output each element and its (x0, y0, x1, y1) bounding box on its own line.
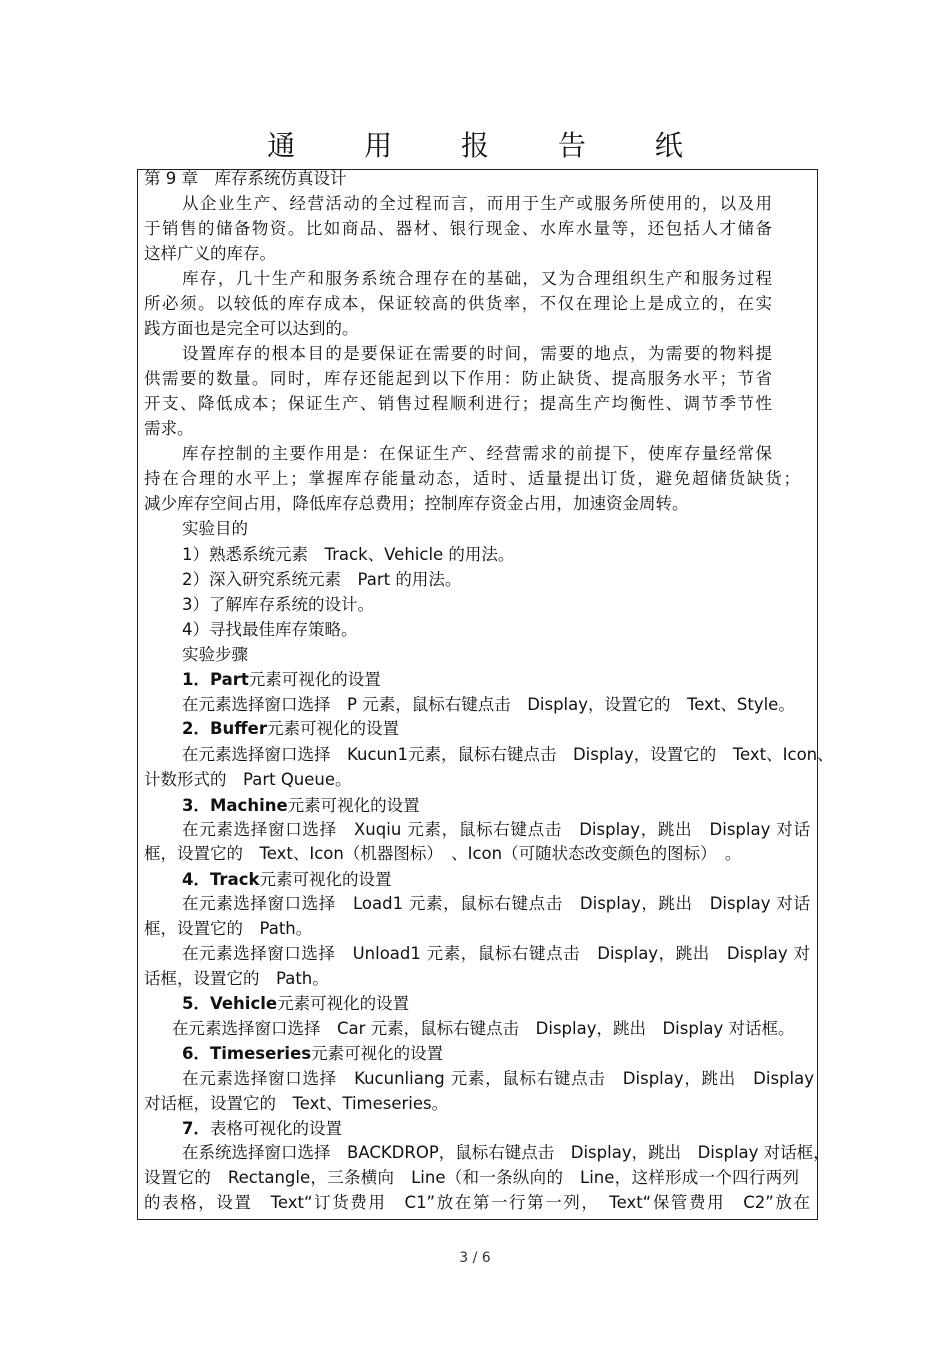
step-7-heading: 7．表格可视化的设置 (182, 1119, 342, 1138)
step-2-body-line-2: 计数形式的 Part Queue。 (144, 770, 352, 789)
p2-line-2: 所必须。以较低的库存成本，保证较高的供货率，不仅在理论上是成立的，在实 (144, 294, 772, 313)
p3-line-4: 需求。 (144, 419, 194, 438)
p1-line-2: 于销售的储备物资。比如商品、器材、银行现金、水库水量等，还包括人才储备 (144, 219, 772, 238)
step-5-heading: 5．Vehicle元素可视化的设置 (182, 994, 410, 1013)
purpose-item-1: 1）熟悉系统元素 Track、Vehicle 的用法。 (182, 545, 515, 564)
step-7-body-line-1: 在系统选择窗口选择 BACKDROP，鼠标右键点击 Display，跳出 Display 对话框， (182, 1143, 830, 1162)
step-6-heading: 6．Timeseries元素可视化的设置 (182, 1044, 444, 1063)
step-2-body-line-1: 在元素选择窗口选择 Kucun1元素，鼠标右键点击 Display，设置它的 Text、Icon、 (182, 745, 834, 764)
step-2-heading: 2．Buffer元素可视化的设置 (182, 719, 400, 738)
step-4-body-line-3: 在元素选择窗口选择 Unload1 元素，鼠标右键点击 Display，跳出 Display 对 (182, 944, 810, 963)
step-4-body-line-1: 在元素选择窗口选择 Load1 元素，鼠标右键点击 Display，跳出 Display 对话 (182, 894, 810, 913)
purpose-heading: 实验目的 (182, 519, 248, 538)
p2-line-1: 库存，几十生产和服务系统合理存在的基础，又为合理组织生产和服务过程 (182, 269, 772, 288)
step-6-body-line-1: 在元素选择窗口选择 Kucunliang 元素，鼠标右键点击 Display，跳出 Display (182, 1069, 814, 1088)
p1-line-1: 从企业生产、经营活动的全过程而言，而用于生产或服务所使用的，以及用 (182, 194, 772, 213)
step-5-body: 在元素选择窗口选择 Car 元素，鼠标右键点击 Display，跳出 Display 对话框。 (172, 1019, 795, 1038)
steps-heading: 实验步骤 (182, 645, 248, 664)
step-6-body-line-2: 对话框，设置它的 Text、Timeseries。 (144, 1094, 449, 1113)
step-3-body-line-2: 框，设置它的 Text、Icon（机器图标） 、Icon（可随状态改变颜色的图标） 。 (144, 844, 742, 863)
p3-line-3: 开支、降低成本；保证生产、销售过程顺利进行；提高生产均衡性、调节季节性 (144, 394, 772, 413)
step-4-heading: 4．Track元素可视化的设置 (182, 870, 392, 889)
step-7-body-line-3: 的表格，设置 Text“订货费用 C1”放在第一行第一列， Text“保管费用 C2”放在 (144, 1193, 810, 1212)
purpose-item-2: 2）深入研究系统元素 Part 的用法。 (182, 570, 462, 589)
chapter-heading: 第 9 章 库存系统仿真设计 (144, 169, 347, 188)
page-number: 3 / 6 (459, 1250, 491, 1266)
step-1-body: 在元素选择窗口选择 P 元素，鼠标右键点击 Display，设置它的 Text、Style。 (182, 695, 795, 714)
p4-line-3: 减少库存空间占用，降低库存总费用；控制库存资金占用，加速资金周转。 (144, 494, 689, 513)
p4-line-2: 持在合理的水平上；掌握库存能量动态，适时、适量提出订货，避免超储货缺货； (144, 469, 800, 488)
purpose-item-3: 3）了解库存系统的设计。 (182, 595, 374, 614)
p4-line-1: 库存控制的主要作用是：在保证生产、经营需求的前提下，使库存量经常保 (182, 444, 772, 463)
p1-line-3: 这样广义的库存。 (144, 244, 276, 263)
step-4-body-line-4: 话框，设置它的 Path。 (144, 969, 329, 988)
p3-line-2: 供需要的数量。同时，库存还能起到以下作用：防止缺货、提高服务水平；节省 (144, 369, 772, 388)
step-3-body-line-1: 在元素选择窗口选择 Xuqiu 元素，鼠标右键点击 Display，跳出 Display 对话 (182, 820, 810, 839)
step-7-body-line-2: 设置它的 Rectangle，三条横向 Line（和一条纵向的 Line，这样形成一个四行两列 (144, 1168, 799, 1187)
purpose-item-4: 4）寻找最佳库存策略。 (182, 620, 358, 639)
step-1-heading: 1．Part元素可视化的设置 (182, 670, 381, 689)
p3-line-1: 设置库存的根本目的是要保证在需要的时间，需要的地点，为需要的物料提 (182, 344, 772, 363)
step-3-heading: 3．Machine元素可视化的设置 (182, 796, 420, 815)
step-4-body-line-2: 框，设置它的 Path。 (144, 919, 313, 938)
p2-line-3: 践方面也是完全可以达到的。 (144, 319, 359, 338)
page-title: 通 用 报 告 纸 (267, 129, 713, 162)
